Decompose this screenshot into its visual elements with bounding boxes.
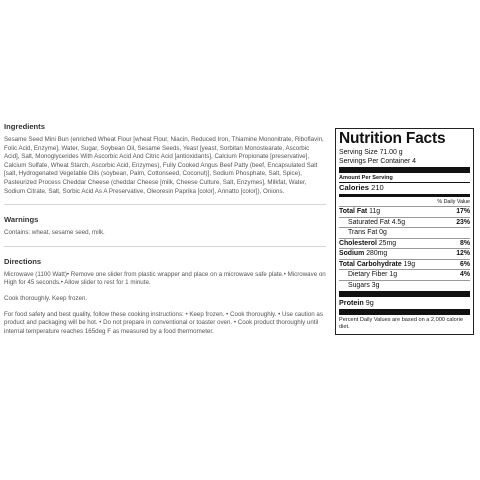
nutrient-row: [339, 238, 470, 249]
ingredients-text: Sesame Seed Mini Bun (enriched Wheat Flour [wheat Flour, Niacin, Reduced Iron, Thiamine Mononitrate, Riboflavin, Folic Acid, Enzyme], Water, Sugar, Soybean Oil, Sesame Seeds, Yeast [yeast, Sorbitan Monostearate, Ascorbic Acid], Salt, Monoglycerides With Ascorbic Acid And Citric Acid [antioxidants], Calcium Propionate [preservative], Calcium Sulfate, Wheat Starch, Ascorbic Acid, Enzymes), Fully Cooked Angus Beef Patty (beef, Encapsulated Salt [salt, Hydrogenated Vegetable Oils (soybean, Palm, Cottonseed, Coconut)], Sodium Phosphate, Salt, Spice), Pasteurized Process Cheddar Cheese (cheddar Cheese [milk, Cheese Culture, Salt, Enzymes], Milkfat, Water, Sodium Citrate, Salt, Sorbic Acid As A Preservative, Oleoresin Paprika [color], Annatto [color]), Onions.: [4, 136, 324, 195]
nutrient-amount: 4.5g: [391, 218, 406, 226]
daily-value-header: % Daily Value: [437, 199, 470, 205]
nutrition-facts-title: Nutrition Facts: [339, 130, 446, 147]
nutrient-row: [339, 206, 470, 217]
nutrient-daily-value: 17%: [456, 208, 470, 215]
nutrient-amount: 25mg: [378, 239, 397, 247]
product-details: [4, 122, 326, 336]
nutrient-label: Sugars: [348, 281, 370, 289]
nutrient-daily-value: 8%: [460, 239, 470, 247]
servings-per-container: Servings Per Container 4: [339, 158, 416, 165]
nutrient-label: Total Carbohydrate: [339, 260, 402, 268]
nutrient-row: [339, 280, 470, 291]
directions-cook-text: Cook thoroughly. Keep frozen.: [4, 294, 88, 302]
nutrient-amount: 19g: [403, 260, 416, 268]
calories-value: 210: [371, 183, 384, 192]
nutrient-amount: 3g: [371, 281, 380, 289]
nutrient-amount: 1g: [389, 271, 398, 278]
daily-value-footnote: Percent Daily Values are based on a 2,000 calorie diet.: [339, 316, 463, 330]
amount-per-serving: Amount Per Serving: [339, 175, 393, 181]
nutrient-label: Cholesterol: [339, 239, 377, 247]
thick-divider: [339, 291, 470, 297]
nutrient-daily-value: 12%: [456, 250, 470, 257]
directions-safety-text: For food safety and best quality, follow these cooking instructions: • Keep frozen. • Cook thoroughly. • Use caution as product and packaging will be hot. • Do not prepare in conventional or toaster oven. • Cook product thoroughly until internal temperature reaches 165deg F as measured by a food thermometer.: [4, 310, 323, 335]
nutrient-row: [339, 227, 470, 238]
nutrient-daily-value: 4%: [460, 271, 470, 278]
nutrient-daily-value: 6%: [460, 260, 470, 268]
nutrient-amount: 280mg: [366, 250, 388, 257]
calories-label: Calories: [339, 183, 369, 192]
protein-value: 9g: [365, 298, 374, 307]
thick-divider: [339, 309, 470, 315]
protein-label: Protein: [339, 298, 364, 307]
calories-row: [339, 182, 470, 193]
nutrient-amount: 11g: [369, 208, 381, 215]
directions-heading: Directions: [4, 256, 42, 266]
nutrient-label: Sodium: [339, 250, 365, 257]
nutrient-row: [339, 269, 470, 280]
medium-divider: [339, 194, 470, 197]
nutrition-facts-panel: [335, 128, 474, 335]
divider: [4, 246, 326, 247]
ingredients-heading: Ingredients: [4, 122, 45, 131]
nutrient-row: [339, 248, 470, 259]
nutrient-rows: [339, 206, 470, 290]
nutrient-daily-value: 23%: [456, 218, 470, 226]
serving-size: Serving Size 71.00 g: [339, 149, 403, 156]
directions-microwave-text: Microwave (1100 Watt)• Remove one slider from plastic wrapper and place on a microwave safe plate.• Microwave on High for 45 seconds.• Allow slider to rest for 1 minute.: [4, 270, 326, 287]
divider: [4, 204, 326, 205]
nutrient-row: [339, 217, 470, 228]
nutrient-label: Total Fat: [339, 208, 368, 215]
nutrient-label: Saturated Fat: [348, 218, 390, 226]
nutrient-amount: 0g: [379, 229, 387, 236]
thick-divider: [339, 167, 470, 173]
nutrient-row: [339, 259, 470, 270]
warnings-heading: Warnings: [4, 215, 39, 225]
warnings-text: Contains: wheat, sesame seed, milk.: [4, 229, 105, 237]
protein-row: [339, 298, 470, 308]
nutrient-label: Dietary Fiber: [348, 271, 388, 278]
nutrient-label: Trans Fat: [348, 229, 378, 236]
